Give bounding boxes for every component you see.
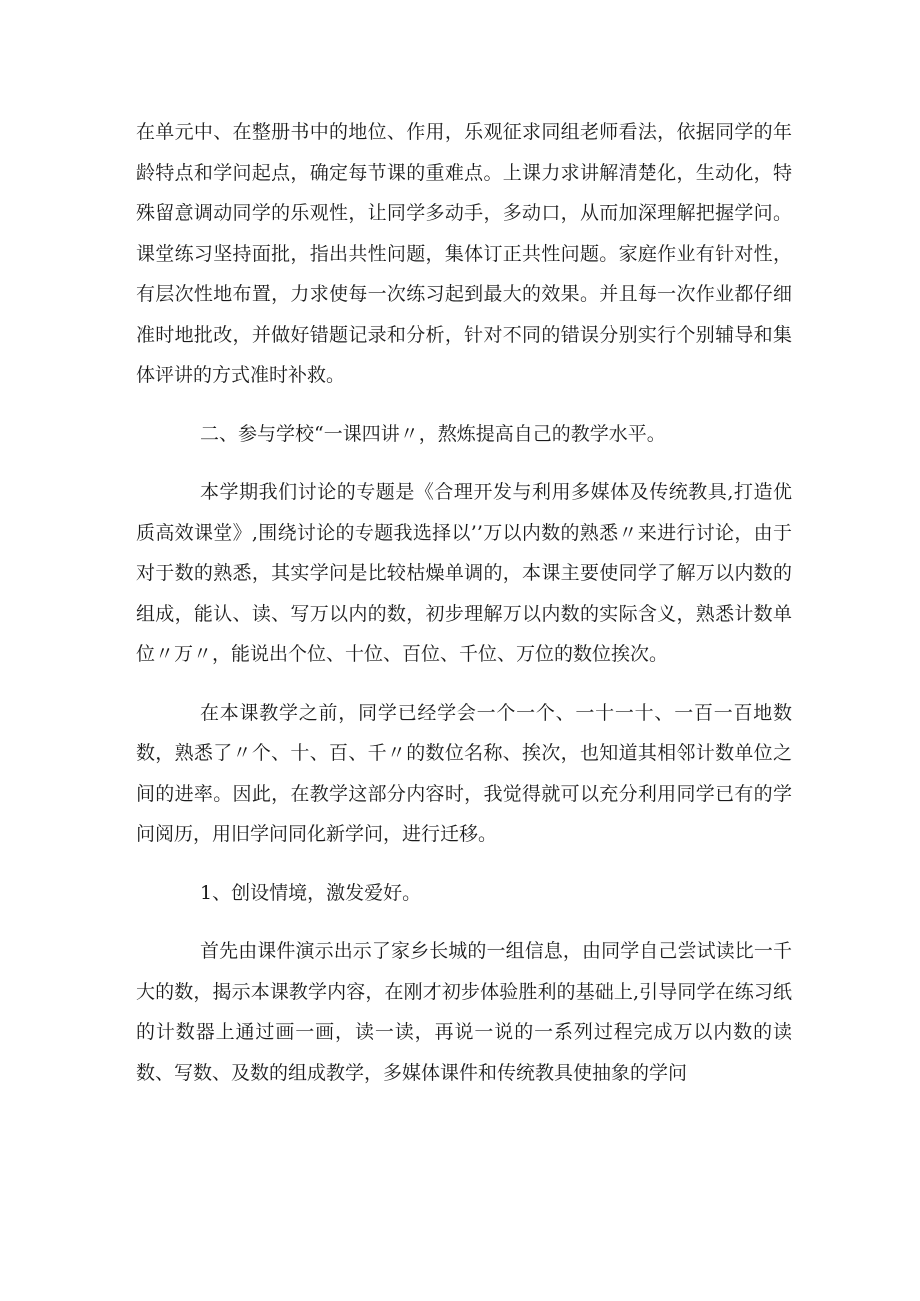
paragraph-courseware-demo: 首先由课件演示出示了家乡长城的一组信息，由同学自己尝试读比一千大的数，揭示本课教学内容，在刚才初步体验胜利的基础上,引导同学在练习纸的计数器上通过画一画，读一读，再说一说的一系列过程完成万以内数的读数、写数、及数的组成教学，多媒体课件和传统教具使抽象的学问 <box>136 940 792 1084</box>
paragraph-research-topic: 本学期我们讨论的专题是《合理开发与利用多媒体及传统教具,打造优质高效课堂》,围绕讨论的专题我选择以’’万以内数的熟悉〃来进行讨论，由于对于数的熟悉，其实学问是比较枯燥单调的，本课主要使同学了解万以内数的组成，能认、读、写万以内的数，初步理解万以内数的实际含义，熟悉计数单位〃万〃，能说出个位、十位、百位、千位、万位的数位挨次。 <box>136 481 792 665</box>
paragraph-teaching-practice: 在单元中、在整册书中的地位、作用，乐观征求同组老师看法，依据同学的年龄特点和学问起点，确定每节课的重难点。上课力求讲解清楚化，生动化，特殊留意调动同学的乐观性，让同学多动手，多动口，从而加深理解把握学问。课堂练习坚持面批，指出共性问题，集体订正共性问题。家庭作业有针对性，有层次性地布置，力求使每一次练习起到最大的效果。并且每一次作业都仔细准时地批改，并做好错题记录和分析，针对不同的错误分别实行个别辅导和集体评讲的方式准时补救。 <box>136 121 792 386</box>
subheading-create-scenario: 1、创设情境，激发爱好。 <box>200 881 422 904</box>
section-heading-school-activity: 二、参与学校“一课四讲〃，熬炼提高自己的教学水平。 <box>200 422 666 445</box>
document-body <box>136 112 792 1111</box>
paragraph-lesson-background: 在本课教学之前，同学已经学会一个一个、一十一十、一百一百地数数，熟悉了〃个、十、百、千〃的数位名称、挨次，也知道其相邻计数单位之间的进率。因此，在教学这部分内容时，我觉得就可以充分利用同学已有的学问阅历，用旧学问同化新学问，进行迁移。 <box>136 701 792 845</box>
